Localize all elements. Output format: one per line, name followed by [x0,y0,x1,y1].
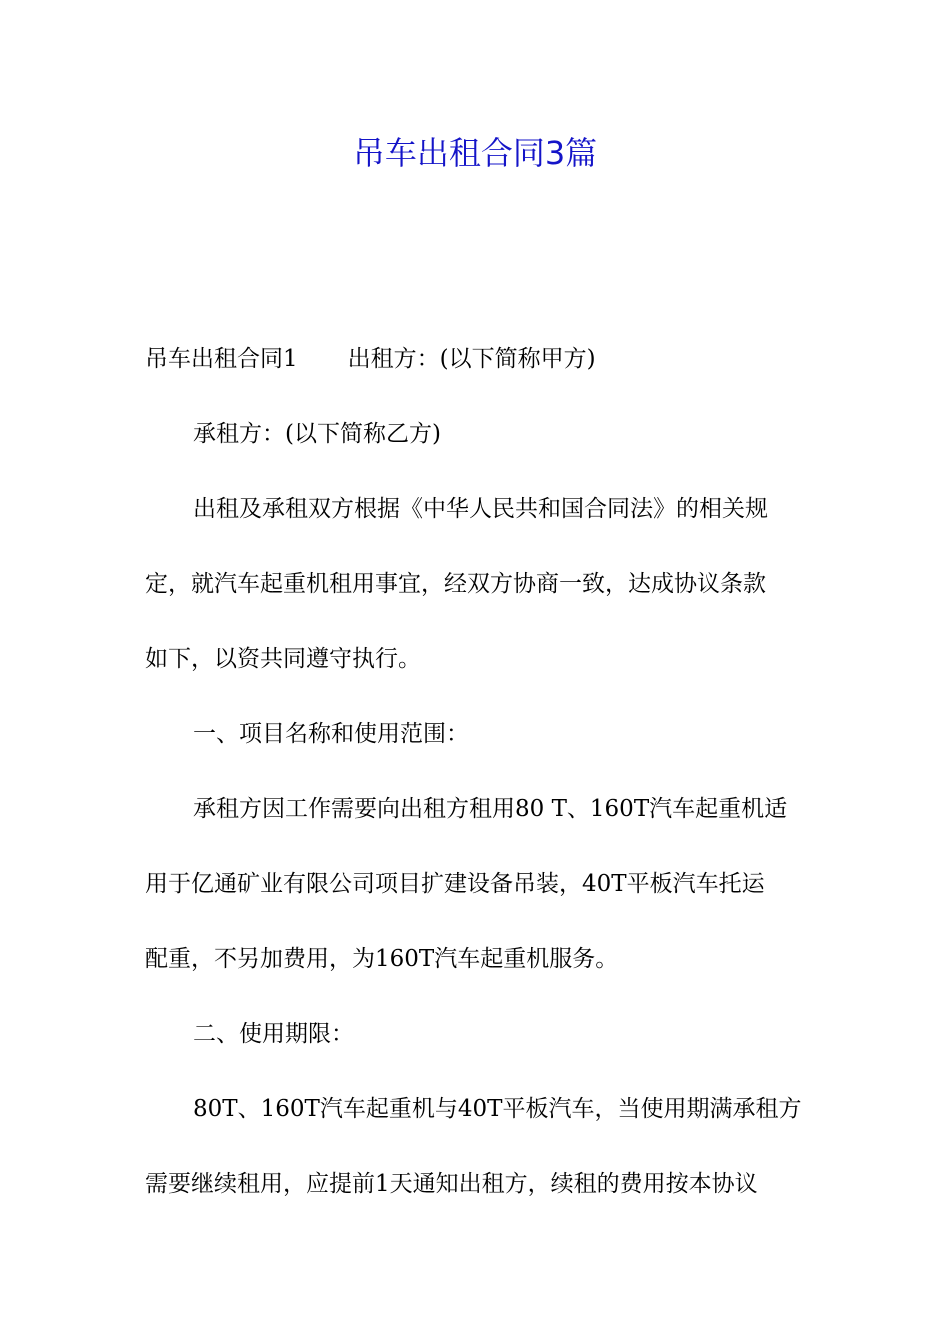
section-heading: 二、使用期限： [193,1021,354,1047]
paragraph-line: 80T、160T汽车起重机与40T平板汽车，当使用期满承租方 [193,1096,802,1122]
paragraph-line: 定，就汽车起重机租用事宜，经双方协商一致，达成协议条款 [145,571,766,597]
lessee-label: 承租方：(以下简称乙方) [193,421,441,447]
paragraph-line [145,339,807,379]
paragraph-line: 如下，以资共同遵守执行。 [145,646,421,672]
paragraph-line: 需要继续租用，应提前1天通知出租方，续租的费用按本协议 [145,1171,758,1197]
section-heading: 一、项目名称和使用范围： [193,721,469,747]
paragraph-line: 用于亿通矿业有限公司项目扩建设备吊装，40T平板汽车托运 [145,871,765,897]
paragraph-line: 配重，不另加费用，为160T汽车起重机服务。 [145,946,619,972]
document-title: 吊车出租合同3篇 [352,134,598,172]
lessor-label: 出租方：(以下简称甲方) [347,346,596,372]
paragraph-line: 承租方因工作需要向出租方租用80 T、160T汽车起重机适 [193,796,788,822]
contract-heading: 吊车出租合同1 [145,346,298,372]
paragraph-line: 出租及承租双方根据《中华人民共和国合同法》的相关规 [193,496,768,522]
